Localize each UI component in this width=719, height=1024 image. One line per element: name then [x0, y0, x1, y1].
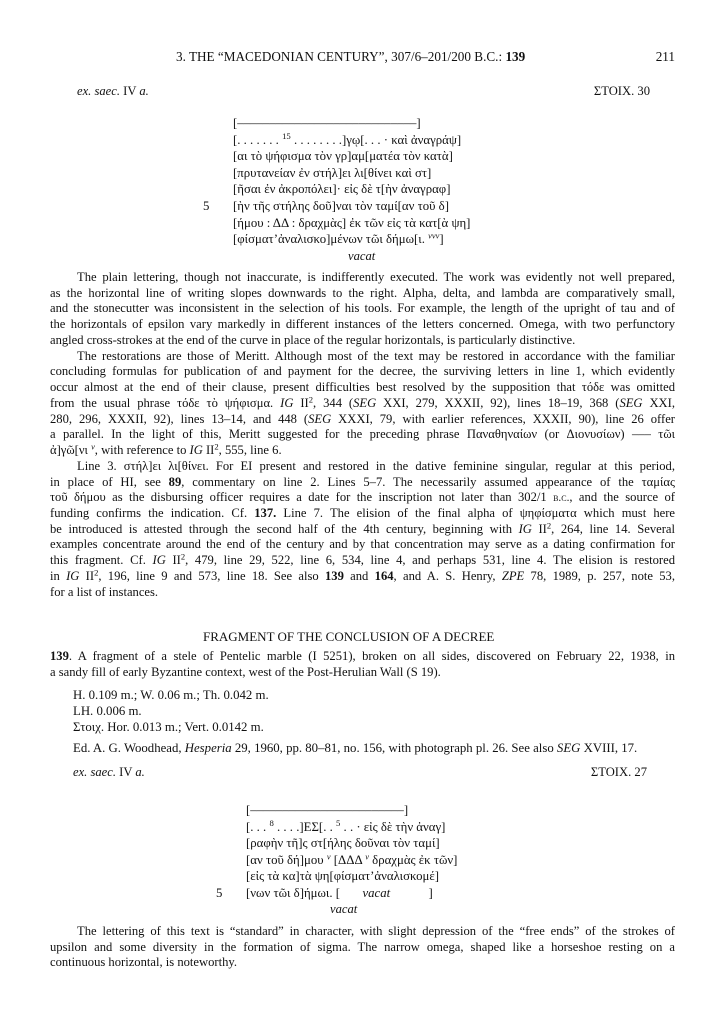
text-run: upsilon and some diversity in the formation of sigma. The narrow omega, shaped like a horseshoe resting on a — [50, 939, 675, 954]
text-run: [ὴν τῆς στήλης δοῦ]ναι τὸν ταμί[αν τοῦ δ] — [233, 198, 449, 213]
text-run: . . . .]ΕΣ[. . — [273, 819, 336, 834]
superscript: 2 — [308, 394, 314, 405]
text-run: in place of HI, see — [50, 474, 169, 489]
text-run: [νων τῶι δ]ήμωι. [ — [246, 885, 363, 900]
text-line — [50, 665, 675, 681]
measurement-stoichedon: Στοιχ. Hor. 0.013 m.; Vert. 0.0142 m. — [73, 720, 264, 734]
stoichedon-count: ΣΤΟΙΧ. 30 — [593, 84, 650, 98]
text-run: concluding formulas for publication of and payment for the decree, the surviving letters in line 1, which evidently — [50, 364, 675, 379]
text-line — [233, 148, 470, 165]
date-label-suffix: a. — [135, 765, 145, 779]
text-run: occur almost at the end of their clause, present difficulties best resolved by the supposition that τόδε was omitted — [50, 380, 675, 395]
text-line — [50, 506, 675, 522]
text-run: ἀ]γῶ[νι — [50, 442, 92, 457]
running-title-entry-number: 139 — [505, 49, 526, 64]
superscript: 15 — [282, 130, 291, 141]
italic-text: IG — [66, 568, 80, 583]
italic-text: vacat — [362, 885, 391, 900]
text-run: . . . . . . . .]γῳ[. . . · καὶ ἀναγράψ] — [290, 132, 462, 147]
paragraph — [50, 349, 675, 459]
text-line — [50, 301, 675, 317]
edition-reference — [73, 740, 637, 757]
italic-text: IG — [518, 521, 532, 536]
text-line — [50, 396, 675, 412]
section-heading: FRAGMENT OF THE CONCLUSION OF A DECREE — [203, 629, 495, 644]
inscription-text — [203, 115, 471, 248]
text-line — [246, 835, 457, 852]
text-run: in — [50, 568, 67, 583]
text-line — [50, 490, 675, 506]
text-run: , and A. S. Henry, — [393, 568, 502, 583]
text-run: . A fragment of a stele of Pentelic marble (I 5251), broken on all sides, discovered on February 22, 1938, in — [68, 649, 675, 663]
text-run: [––––––––––––––––––––––––] — [246, 803, 409, 817]
superscript: 2 — [180, 551, 186, 562]
text-run: 280, 296, XXXII, 92), lines 13–14, and 448 ( — [50, 411, 309, 426]
text-run: , 264, line 14. Several — [551, 521, 675, 536]
bold-reference: 139 — [50, 649, 69, 663]
text-line — [216, 885, 457, 902]
bold-reference: 164 — [374, 568, 394, 583]
page-number: 211 — [655, 49, 675, 64]
text-run: a sandy fill of early Byzantine context, west of the Post-Herulian Wall (S 19). — [50, 664, 441, 679]
text-run: The plain lettering, though not inaccurate, is indifferently executed. The work was evidently not well prepared, — [77, 270, 675, 284]
text-run: τοῦ δήμου as the disbursing officer requires a date for the inscription not later than 302/1 — [50, 490, 554, 505]
running-title: 3. THE “MACEDONIAN CENTURY”, 307/6–201/200 B.C.: — [176, 49, 506, 64]
line-number: 5 — [203, 198, 210, 213]
text-run: for a list of instances. — [50, 584, 159, 599]
text-run: , with reference to — [94, 442, 190, 457]
text-line — [246, 802, 457, 819]
text-line — [50, 955, 675, 971]
inscription-text-2 — [216, 802, 458, 902]
superscript: 2 — [546, 520, 552, 531]
text-run: the horizontals of epsilon vary markedly in different instances of the letters concerned. Omega, with two perfunctory — [50, 317, 675, 332]
italic-text: SEG — [353, 395, 377, 410]
small-caps-text: b.c. — [553, 492, 570, 505]
measurement-dimensions: H. 0.109 m.; W. 0.06 m.; Th. 0.042 m. — [73, 688, 269, 702]
italic-text: SEG — [556, 741, 581, 755]
vacat-mark: v — [91, 442, 95, 452]
text-run: , commentary on line 2. Lines 5–7. The necessarily assumed appearance of the ταμίας — [181, 474, 675, 489]
vacat-label-2: vacat — [330, 902, 358, 916]
text-run: The restorations are those of Meritt. Although most of the text may be restored in accordance with the familiar — [77, 348, 675, 363]
paragraph — [50, 924, 675, 971]
text-line — [233, 115, 470, 132]
text-line — [50, 649, 675, 665]
text-run: [. . . . . . . — [233, 132, 283, 147]
vacat-label: vacat — [348, 249, 376, 263]
text-run: a parallel. In the light of this, Meritt suggested for the preceding phrase Παναθηναίων (or Διονυσίων) ‒‒‒ τῶι — [50, 427, 675, 442]
text-run: angled cross-strokes at the end of the curve in place of the regular horizontals, is particularly distinctive. — [50, 332, 576, 347]
text-line — [50, 537, 675, 553]
text-run: XXI, — [642, 395, 675, 410]
text-line — [50, 585, 675, 601]
text-run: II — [202, 442, 215, 457]
text-line — [50, 286, 675, 302]
text-run: [αι τὸ ψήφισμα τὸν γρ]αμ[ματέα τὸν κατὰ] — [233, 149, 453, 164]
text-line — [50, 569, 675, 585]
text-run: examples concentrate around the end of the century and by that concentration may serve as a dating confirmation for — [50, 537, 675, 552]
text-line — [233, 215, 470, 232]
date-label — [77, 84, 149, 99]
line-number: 5 — [216, 885, 223, 900]
superscript: 2 — [94, 567, 99, 578]
text-run: [. . . — [246, 819, 270, 834]
text-line — [50, 522, 675, 538]
entry-description — [50, 649, 675, 680]
text-run: XVIII, 17. — [580, 741, 638, 755]
text-line — [50, 364, 675, 380]
text-line — [50, 349, 675, 365]
text-line — [50, 380, 675, 396]
text-run: 29, 1960, pp. 80–81, no. 156, with photograph pl. 26. See also — [231, 741, 557, 755]
date-label-italic: ex. saec. — [73, 765, 117, 779]
text-run: , 555, line 6. — [218, 442, 282, 457]
text-run: [φίσματ’ἀναλισκο]μένων τῶι δήμω[ι. — [233, 232, 429, 247]
vacat-mark: vvv — [428, 230, 440, 241]
italic-text: IG — [152, 553, 166, 568]
date-label-century: IV — [120, 84, 140, 98]
text-line — [246, 868, 457, 885]
text-run: from the usual phrase τόδε τὸ ψήφισμα. — [50, 395, 281, 410]
bold-reference: 139 — [324, 568, 344, 583]
date-label-century: IV — [116, 765, 136, 779]
text-line — [203, 198, 470, 215]
stoichedon-count-2: ΣΤΟΙΧ. 27 — [590, 765, 647, 779]
text-line — [233, 132, 470, 149]
paragraph — [50, 270, 675, 348]
paragraph — [50, 459, 675, 600]
bold-reference: 89 — [168, 474, 182, 489]
italic-text: Hesperia — [184, 741, 232, 755]
text-run: ] — [439, 232, 444, 247]
text-run: as the horizontal line of writing slopes downwards to the right. Alpha, delta, and lambda are comparatively small, — [50, 285, 675, 300]
italic-text: ZPE — [501, 568, 525, 583]
italic-text: SEG — [619, 395, 643, 410]
measurement-letter-height: LH. 0.006 m. — [73, 704, 142, 718]
text-line — [50, 270, 675, 286]
text-line — [73, 740, 637, 757]
superscript: 5 — [336, 817, 341, 828]
text-run: Line 7. The elision of the final alpha of ψηφίσματα which must here — [276, 506, 676, 521]
text-run: . . · εἰς δὲ τὴν ἀναγ] — [340, 819, 446, 834]
text-line — [50, 443, 675, 459]
italic-text: IG — [280, 395, 294, 410]
text-line — [50, 553, 675, 569]
vacat-mark: v — [365, 851, 369, 862]
text-run: 78, 1989, p. 257, note 53, — [524, 568, 675, 583]
text-run: [ραφὴν τῆ]ς στ[ήλης δοῦναι τὸν ταμί] — [246, 836, 440, 851]
date-label-2 — [73, 765, 145, 780]
text-line — [50, 412, 675, 428]
measurements — [73, 687, 269, 735]
text-line — [50, 475, 675, 491]
text-line — [246, 819, 457, 836]
text-run: , 479, line 29, 522, line 6, 534, line 4, and perhaps 531, line 4. The elision is restored — [185, 553, 675, 568]
italic-text: SEG — [308, 411, 332, 426]
text-line — [50, 333, 675, 349]
text-run: [ΔΔΔ — [330, 852, 366, 867]
text-run: [εἰς τὰ κα]τὰ ψη[φίσματ’ἀναλισκομέ] — [246, 869, 440, 884]
text-run: and the stonecutter was inconsistent in the selection of his tools. For example, the length of the upright of tau and of — [50, 301, 675, 316]
text-run: II — [79, 568, 95, 583]
text-line — [50, 427, 675, 443]
date-label-suffix: a. — [139, 84, 149, 98]
text-line — [50, 940, 675, 956]
text-line — [233, 231, 470, 248]
text-line — [233, 181, 470, 198]
text-line — [50, 924, 675, 940]
text-run: , and the source of — [569, 490, 676, 505]
text-run: , 344 ( — [313, 395, 354, 410]
text-run: Line 3. στήλ]ει λι[θίνει. For EI present and restored in the dative feminine singular, regular at this period, — [77, 459, 675, 473]
text-line — [50, 459, 675, 475]
text-run: The lettering of this text is “standard” in character, with slight depression of the “free ends” of the strokes of — [77, 924, 675, 938]
superscript: 2 — [214, 441, 219, 452]
text-run: [πρυτανείαν ἐν στήλ]ει λι[θίνει καὶ στ] — [233, 165, 432, 180]
vacat-mark: v — [326, 851, 331, 862]
text-run: II — [531, 521, 547, 536]
text-run: [αν τοῦ δή]μου — [246, 852, 327, 867]
superscript: 8 — [269, 817, 274, 828]
text-run: [––––––––––––––––––––––––––––] — [233, 116, 421, 130]
text-run: II — [165, 553, 181, 568]
text-run: [ῆσαι ἐν ἀκροπόλει]· εἰς δὲ τ[ὴν ἀναγραφ] — [233, 182, 451, 197]
text-run: II — [293, 395, 309, 410]
text-run: [ήμου : ΔΔ : δραχμὰς] ἐκ τῶν εἰς τὰ κατ[ὰ ψη] — [233, 215, 471, 230]
text-run: XXI, 279, XXXII, 92), lines 18–19, 368 ( — [376, 395, 620, 410]
text-line — [246, 852, 457, 869]
text-run: this fragment. Cf. — [50, 553, 153, 568]
text-run: , 196, line 9 and 573, line 18. See also — [98, 568, 325, 583]
running-header — [176, 49, 525, 65]
text-run: XXXI, 79, with earlier references, XXXII, 90), line 26 offer — [331, 411, 675, 426]
text-run: Ed. A. G. Woodhead, — [73, 741, 185, 755]
text-run: δραχμὰς ἐκ τῶν] — [368, 852, 458, 867]
bold-reference: 137. — [254, 506, 277, 521]
text-run: ] — [390, 885, 433, 900]
text-run: be introduced is attested through the second half of the 4th century, beginning with — [50, 521, 519, 536]
text-run: and — [343, 568, 375, 583]
italic-text: IG — [189, 442, 203, 457]
text-line — [233, 165, 470, 182]
text-run: continuous horizontal, is noteworthy. — [50, 955, 238, 970]
text-line — [50, 317, 675, 333]
date-label-italic: ex. saec. — [77, 84, 121, 98]
text-run: funding confirms the indication. Cf. — [50, 506, 255, 521]
